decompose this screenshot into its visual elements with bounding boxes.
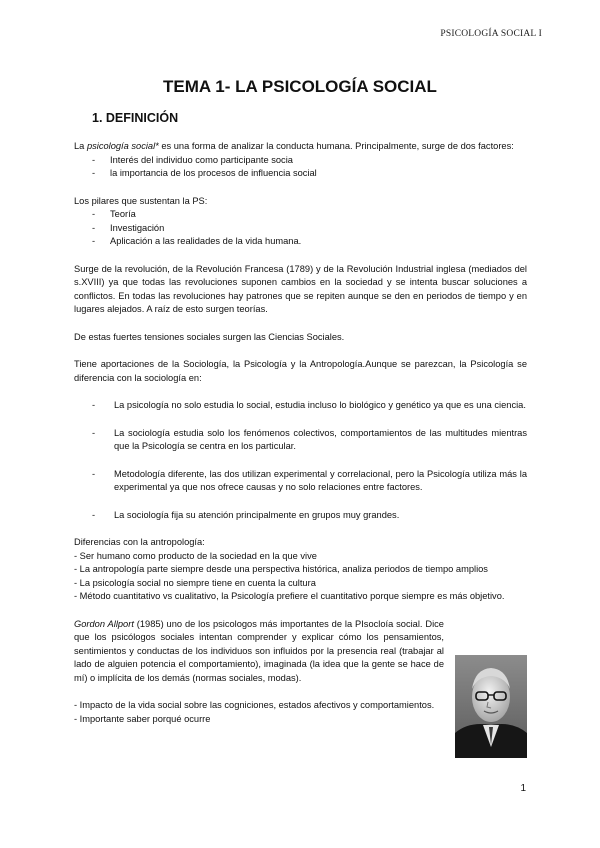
running-header: PSICOLOGÍA SOCIAL I — [440, 29, 542, 39]
list-item: - Teoría — [92, 208, 527, 222]
allport-name: Gordon Allport — [74, 618, 134, 629]
list-item: - Método cuantitativo vs cualitativo, la Psicología prefiere el cuantitativo porque siempre es más objetivo. — [74, 591, 505, 601]
sociology-differences-list — [74, 399, 527, 522]
list-item: - Ser humano como producto de la sociedad en la que vive — [74, 550, 317, 561]
list-item: - Importante saber porqué ocurre — [74, 713, 211, 724]
anthropology-title: Diferencias con la antropología: — [74, 537, 205, 547]
list-item: - La sociología estudia solo los fenómenos colectivos, comportamientos de las multitudes mientras que la Psicología se centra en los particular. — [92, 427, 527, 454]
list-item: - Aplicación a las realidades de la vida humana. — [92, 235, 527, 249]
list-item: - Metodología diferente, las dos utilizan experimental y correlacional, pero la Psicología utiliza más la experimental ya que nos ofrece causas y no solo relaciones entre factores. — [92, 468, 527, 495]
allport-paragraph — [74, 618, 444, 686]
contributions-paragraph: Tiene aportaciones de la Sociología, la Psicología y la Antropología.Aunque se parezcan, la Psicología se diferencia con la sociología en: — [74, 359, 527, 383]
tensions-paragraph: De estas fuertes tensiones sociales surgen las Ciencias Sociales. — [74, 331, 345, 342]
pillars-intro: Los pilares que sustentan la PS: — [74, 195, 208, 206]
list-item: - la importancia de los procesos de influencia social — [92, 167, 527, 181]
allport-text: (1985) uno de los psicologos más importantes de la PIsocloía social. Dice que los psicólogos sociales intentan comprender y explicar cómo los pensamientos, sentimientos y conductas de los individuos son influidos por la presencia real (trabajar al lado de alguien potencia el comportamiento), imaginada (la idea que la gente se hace de mí) o implícita de los demás (normas sociales, modas). — [74, 618, 444, 683]
intro-rest: es una forma de analizar la conducta humana. Principalmente, surge de dos factores: — [158, 141, 514, 151]
section-heading: 1. DEFINICIÓN — [92, 111, 179, 125]
list-item: - La psicología no solo estudia lo social, estudia incluso lo biológico y genético ya que es una ciencia. — [92, 399, 527, 413]
list-item: - La sociología fija su atención principalmente en grupos muy grandes. — [92, 509, 527, 523]
list-item: - La psicología social no siempre tiene en cuenta la cultura — [74, 577, 316, 588]
document-body — [74, 140, 527, 726]
list-item: - Interés del individuo como participante socia — [92, 154, 527, 168]
revolution-paragraph: Surge de la revolución, de la Revolución Francesa (1789) y de la Revolución Industrial inglesa (mediados del s.XVIII) ya que todas las revoluciones suponen cambios en la sociedad y se intenta buscar soluciones a conflictos. En todas las revoluciones hay patrones que se repiten aunque se den en periodos de tiempo y en lugares alejados. A raíz de esto surgen teorías. — [74, 263, 527, 314]
page-title: TEMA 1- LA PSICOLOGÍA SOCIAL — [163, 77, 437, 96]
list-item: - Investigación — [92, 222, 527, 236]
intro-prefix: La — [74, 141, 87, 151]
factors-list — [74, 154, 527, 181]
allport-portrait-image — [455, 655, 527, 758]
pillars-list — [74, 208, 527, 249]
list-item: - Impacto de la vida social sobre las cogniciones, estados afectivos y comportamientos. — [74, 700, 435, 710]
page-number: 1 — [520, 783, 526, 794]
intro-paragraph — [74, 140, 527, 154]
list-item: - La antropología parte siempre desde una perspectiva histórica, analiza periodos de tiempo amplios — [74, 564, 488, 574]
intro-term: psicología social* — [86, 141, 159, 151]
